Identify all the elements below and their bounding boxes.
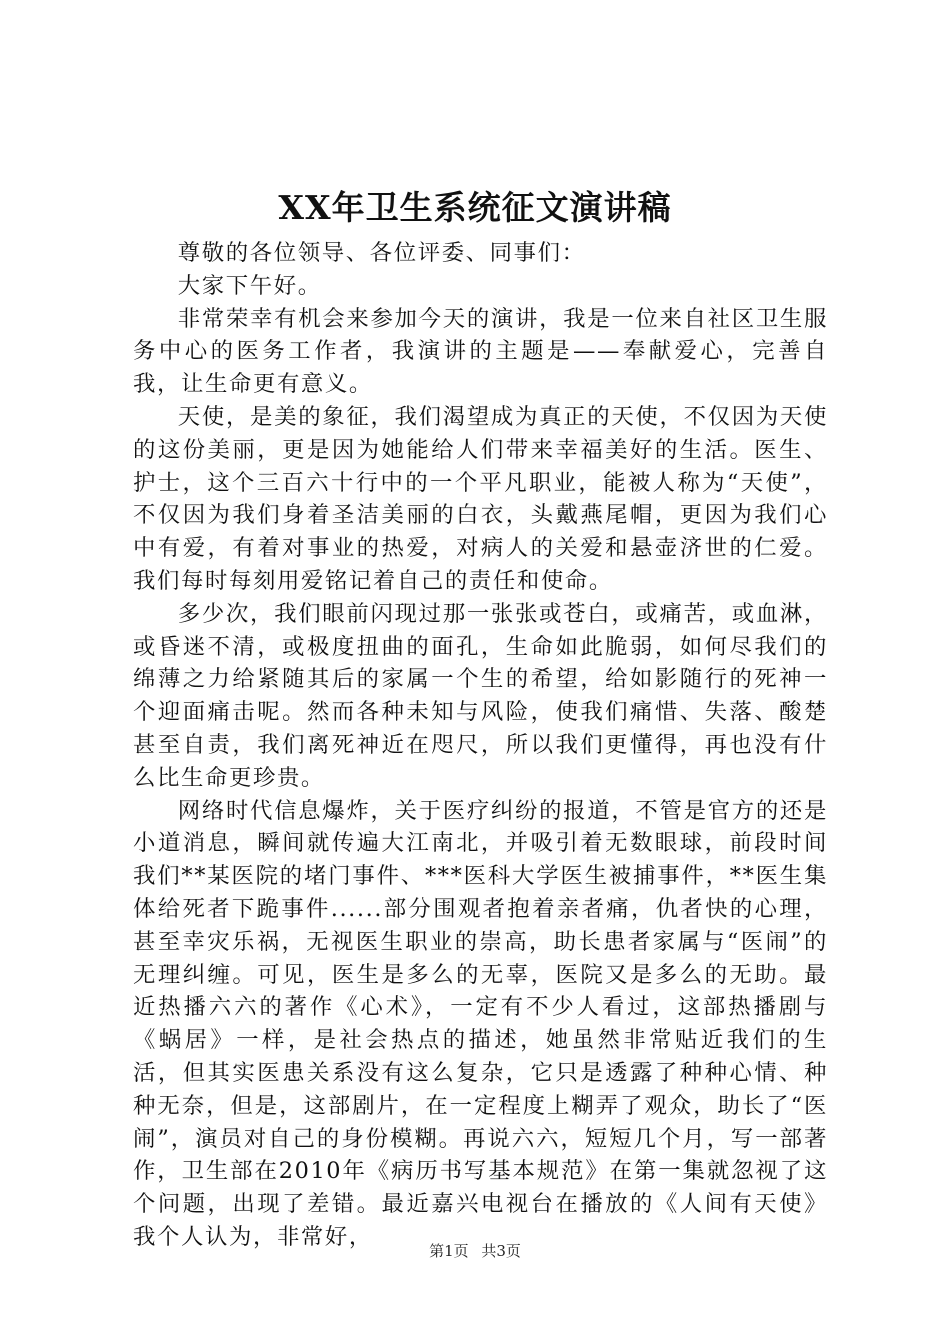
document-title: XX年卫生系统征文演讲稿 xyxy=(278,188,672,227)
page-footer xyxy=(0,1240,950,1262)
page-total: 共3页 xyxy=(481,1242,521,1260)
paragraph: 网络时代信息爆炸，关于医疗纠纷的报道，不管是官方的还是小道消息，瞬间就传遍大江南北，并吸引着无数眼球，前段时间我们**某医院的堵门事件、***医科大学医生被捕事件，**医生集体给死者下跪事件......部分围观者抱着亲者痛，仇者快的心理，甚至幸灾乐祸，无视医生职业的崇高，助长患者家属与“医闹”的无理纠缠。可见，医生是多么的无辜，医院又是多么的无助。最近热播六六的著作《心术》，一定有不少人看过，这部热播剧与《蜗居》一样，是社会热点的描述，她虽然非常贴近我们的生活，但其实医患关系没有这么复杂，它只是透露了种种心情、种种无奈，但是，这部剧片，在一定程度上糊弄了观众，助长了“医闹”，演员对自己的身份模糊。再说六六，短短几个月，写一部著作，卫生部在2010年《病历书写基本规范》在第一集就忽视了这个问题，出现了差错。最近嘉兴电视台在播放的《人间有天使》我个人认为，非常好， xyxy=(133,797,828,1250)
salutation: 尊敬的各位领导、各位评委、同事们： xyxy=(177,240,586,266)
paragraph: 非常荣幸有机会来参加今天的演讲，我是一位来自社区卫生服务中心的医务工作者，我演讲的主题是——奉献爱心，完善自我，让生命更有意义。 xyxy=(133,305,828,398)
page-number: 第1页 xyxy=(429,1242,469,1260)
greeting: 大家下午好。 xyxy=(177,272,322,299)
paragraph: 多少次，我们眼前闪现过那一张张或苍白，或痛苦，或血淋，或昏迷不清，或极度扭曲的面孔，生命如此脆弱，如何尽我们的绵薄之力给紧随其后的家属一个生的希望，给如影随行的死神一个迎面痛击呢。然而各种未知与风险，使我们痛惜、失落、酸楚甚至自责，我们离死神近在咫尺，所以我们更懂得，再也没有什么比生命更珍贵。 xyxy=(133,600,828,791)
paragraph: 天使，是美的象征，我们渴望成为真正的天使，不仅因为天使的这份美丽，更是因为她能给人们带来幸福美好的生活。医生、护士，这个三百六十行中的一个平凡职业，能被人称为“天使”，不仅因为我们身着圣洁美丽的白衣，头戴燕尾帽，更因为我们心中有爱，有着对事业的热爱，对病人的关爱和悬壶济世的仁爱。我们每时每刻用爱铭记着自己的责任和使命。 xyxy=(133,403,828,594)
document-body xyxy=(133,237,828,1254)
